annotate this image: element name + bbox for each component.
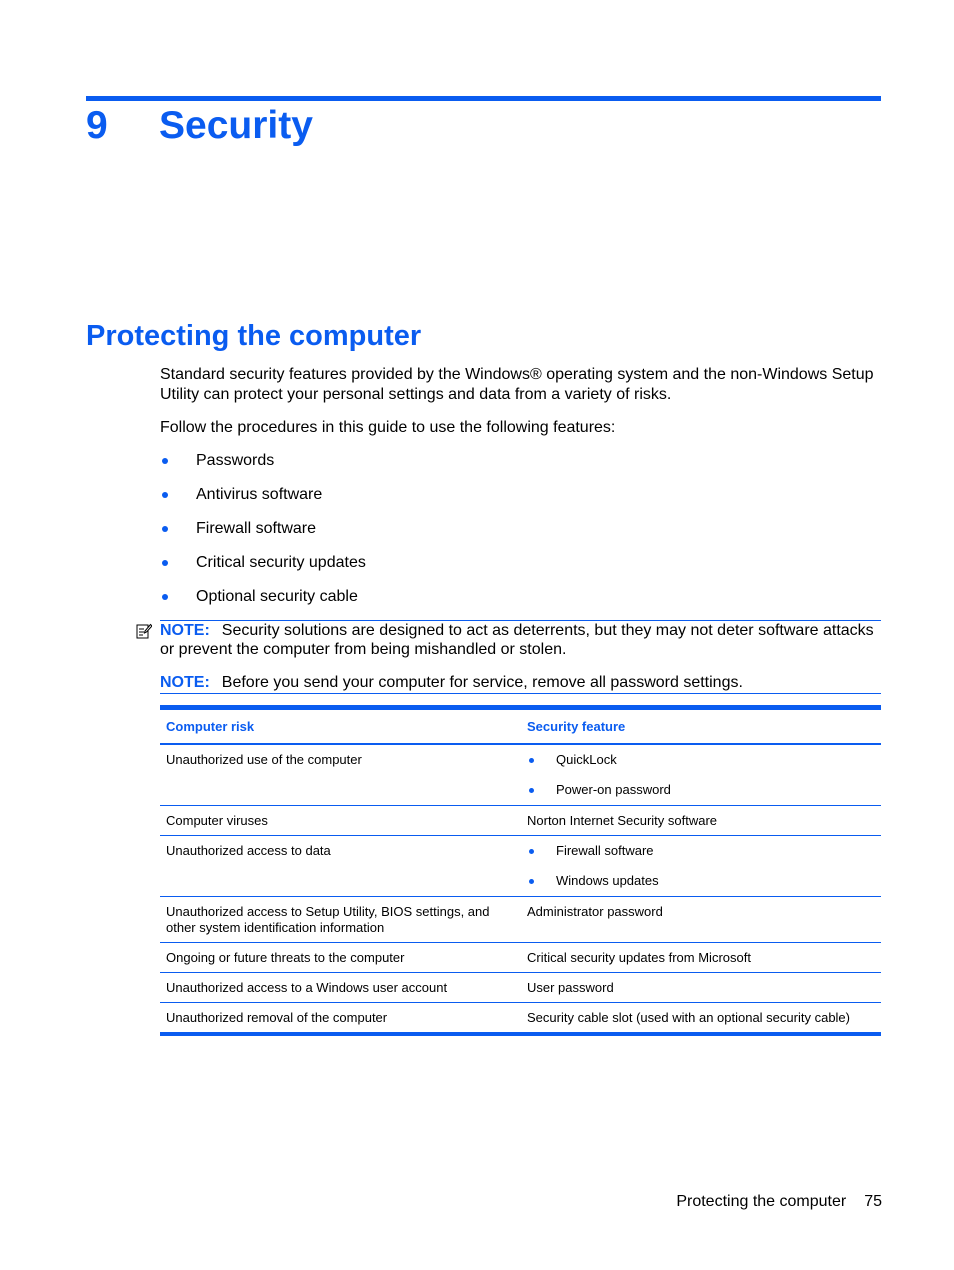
list-item — [160, 552, 366, 586]
list-item-label: Passwords — [196, 452, 275, 469]
list-item-label: Critical security updates — [196, 554, 366, 571]
list-item — [527, 843, 881, 873]
note-text: Before you send your computer for service, remove all password settings. — [221, 674, 743, 691]
bullet-icon — [162, 492, 168, 498]
note-passwords — [160, 673, 882, 692]
list-item-label: Windows updates — [556, 873, 659, 888]
bullet-icon — [162, 594, 168, 600]
bullet-icon — [529, 879, 534, 884]
list-item-label: Firewall software — [556, 843, 654, 858]
feature-cell: User password — [527, 980, 614, 995]
list-item — [527, 782, 881, 799]
note-pencil-icon — [136, 623, 152, 639]
list-item — [160, 586, 366, 620]
page-footer — [676, 1192, 882, 1212]
follow-paragraph: Follow the procedures in this guide to use the following features: — [160, 419, 616, 436]
list-item-label: Antivirus software — [196, 486, 323, 503]
note-label: NOTE: — [160, 622, 210, 639]
list-item — [527, 873, 881, 890]
feature-list — [527, 752, 881, 799]
list-item-label: Firewall software — [196, 520, 317, 537]
bullet-icon — [162, 560, 168, 566]
feature-cell: Norton Internet Security software — [527, 813, 718, 828]
table-body — [160, 745, 881, 1032]
risk-table — [160, 705, 881, 1036]
bullet-icon — [529, 758, 534, 763]
feature-cell — [521, 836, 881, 896]
chapter-title: Security — [159, 104, 313, 147]
header-security-feature: Security feature — [527, 719, 626, 734]
feature-cell — [521, 745, 881, 805]
table-bottom-rule — [160, 1032, 881, 1036]
risk-cell: Unauthorized access to Setup Utility, BIOS settings, and other system identification information — [166, 904, 490, 935]
header-computer-risk: Computer risk — [166, 719, 255, 734]
note-text: Security solutions are designed to act as deterrents, but they may not deter software attacks or prevent the computer from being mishandled or stolen. — [160, 622, 874, 658]
list-item-label: QuickLock — [556, 752, 617, 767]
risk-cell: Unauthorized access to a Windows user account — [166, 980, 448, 995]
note-bottom-rule — [160, 693, 881, 694]
note-security-deterrents — [160, 621, 882, 659]
bullet-icon — [162, 526, 168, 532]
table-row — [160, 836, 881, 897]
table-row — [160, 973, 881, 1003]
feature-list — [160, 450, 366, 620]
risk-cell: Ongoing or future threats to the computer — [166, 950, 405, 965]
intro-paragraph: Standard security features provided by the Windows® operating system and the non-Windows Setup Utility can protect your personal settings and data from a variety of risks. — [160, 366, 874, 403]
list-item — [160, 518, 366, 552]
list-item-label: Power-on password — [556, 782, 671, 797]
section-title: Protecting the computer — [86, 320, 422, 352]
feature-list — [527, 843, 881, 890]
risk-cell: Unauthorized access to data — [166, 843, 331, 858]
risk-cell: Unauthorized removal of the computer — [166, 1010, 388, 1025]
bullet-icon — [529, 788, 534, 793]
list-item-label: Optional security cable — [196, 588, 358, 605]
list-item — [160, 450, 366, 484]
risk-cell: Unauthorized use of the computer — [166, 752, 362, 767]
feature-cell: Critical security updates from Microsoft — [527, 950, 751, 965]
feature-cell: Administrator password — [527, 904, 663, 919]
feature-cell: Security cable slot (used with an optional security cable) — [527, 1010, 850, 1025]
table-row — [160, 745, 881, 806]
table-row — [160, 806, 881, 836]
table-row — [160, 1003, 881, 1032]
list-item — [160, 484, 366, 518]
bullet-icon — [162, 458, 168, 464]
table-header — [160, 710, 881, 745]
note-label: NOTE: — [160, 674, 210, 691]
risk-cell: Computer viruses — [166, 813, 268, 828]
table-row — [160, 897, 881, 943]
chapter-heading — [86, 100, 313, 152]
list-item — [527, 752, 881, 782]
table-row — [160, 943, 881, 973]
chapter-number: 9 — [86, 104, 108, 147]
page-number: 75 — [864, 1193, 882, 1210]
footer-section-name: Protecting the computer — [676, 1193, 847, 1210]
bullet-icon — [529, 849, 534, 854]
